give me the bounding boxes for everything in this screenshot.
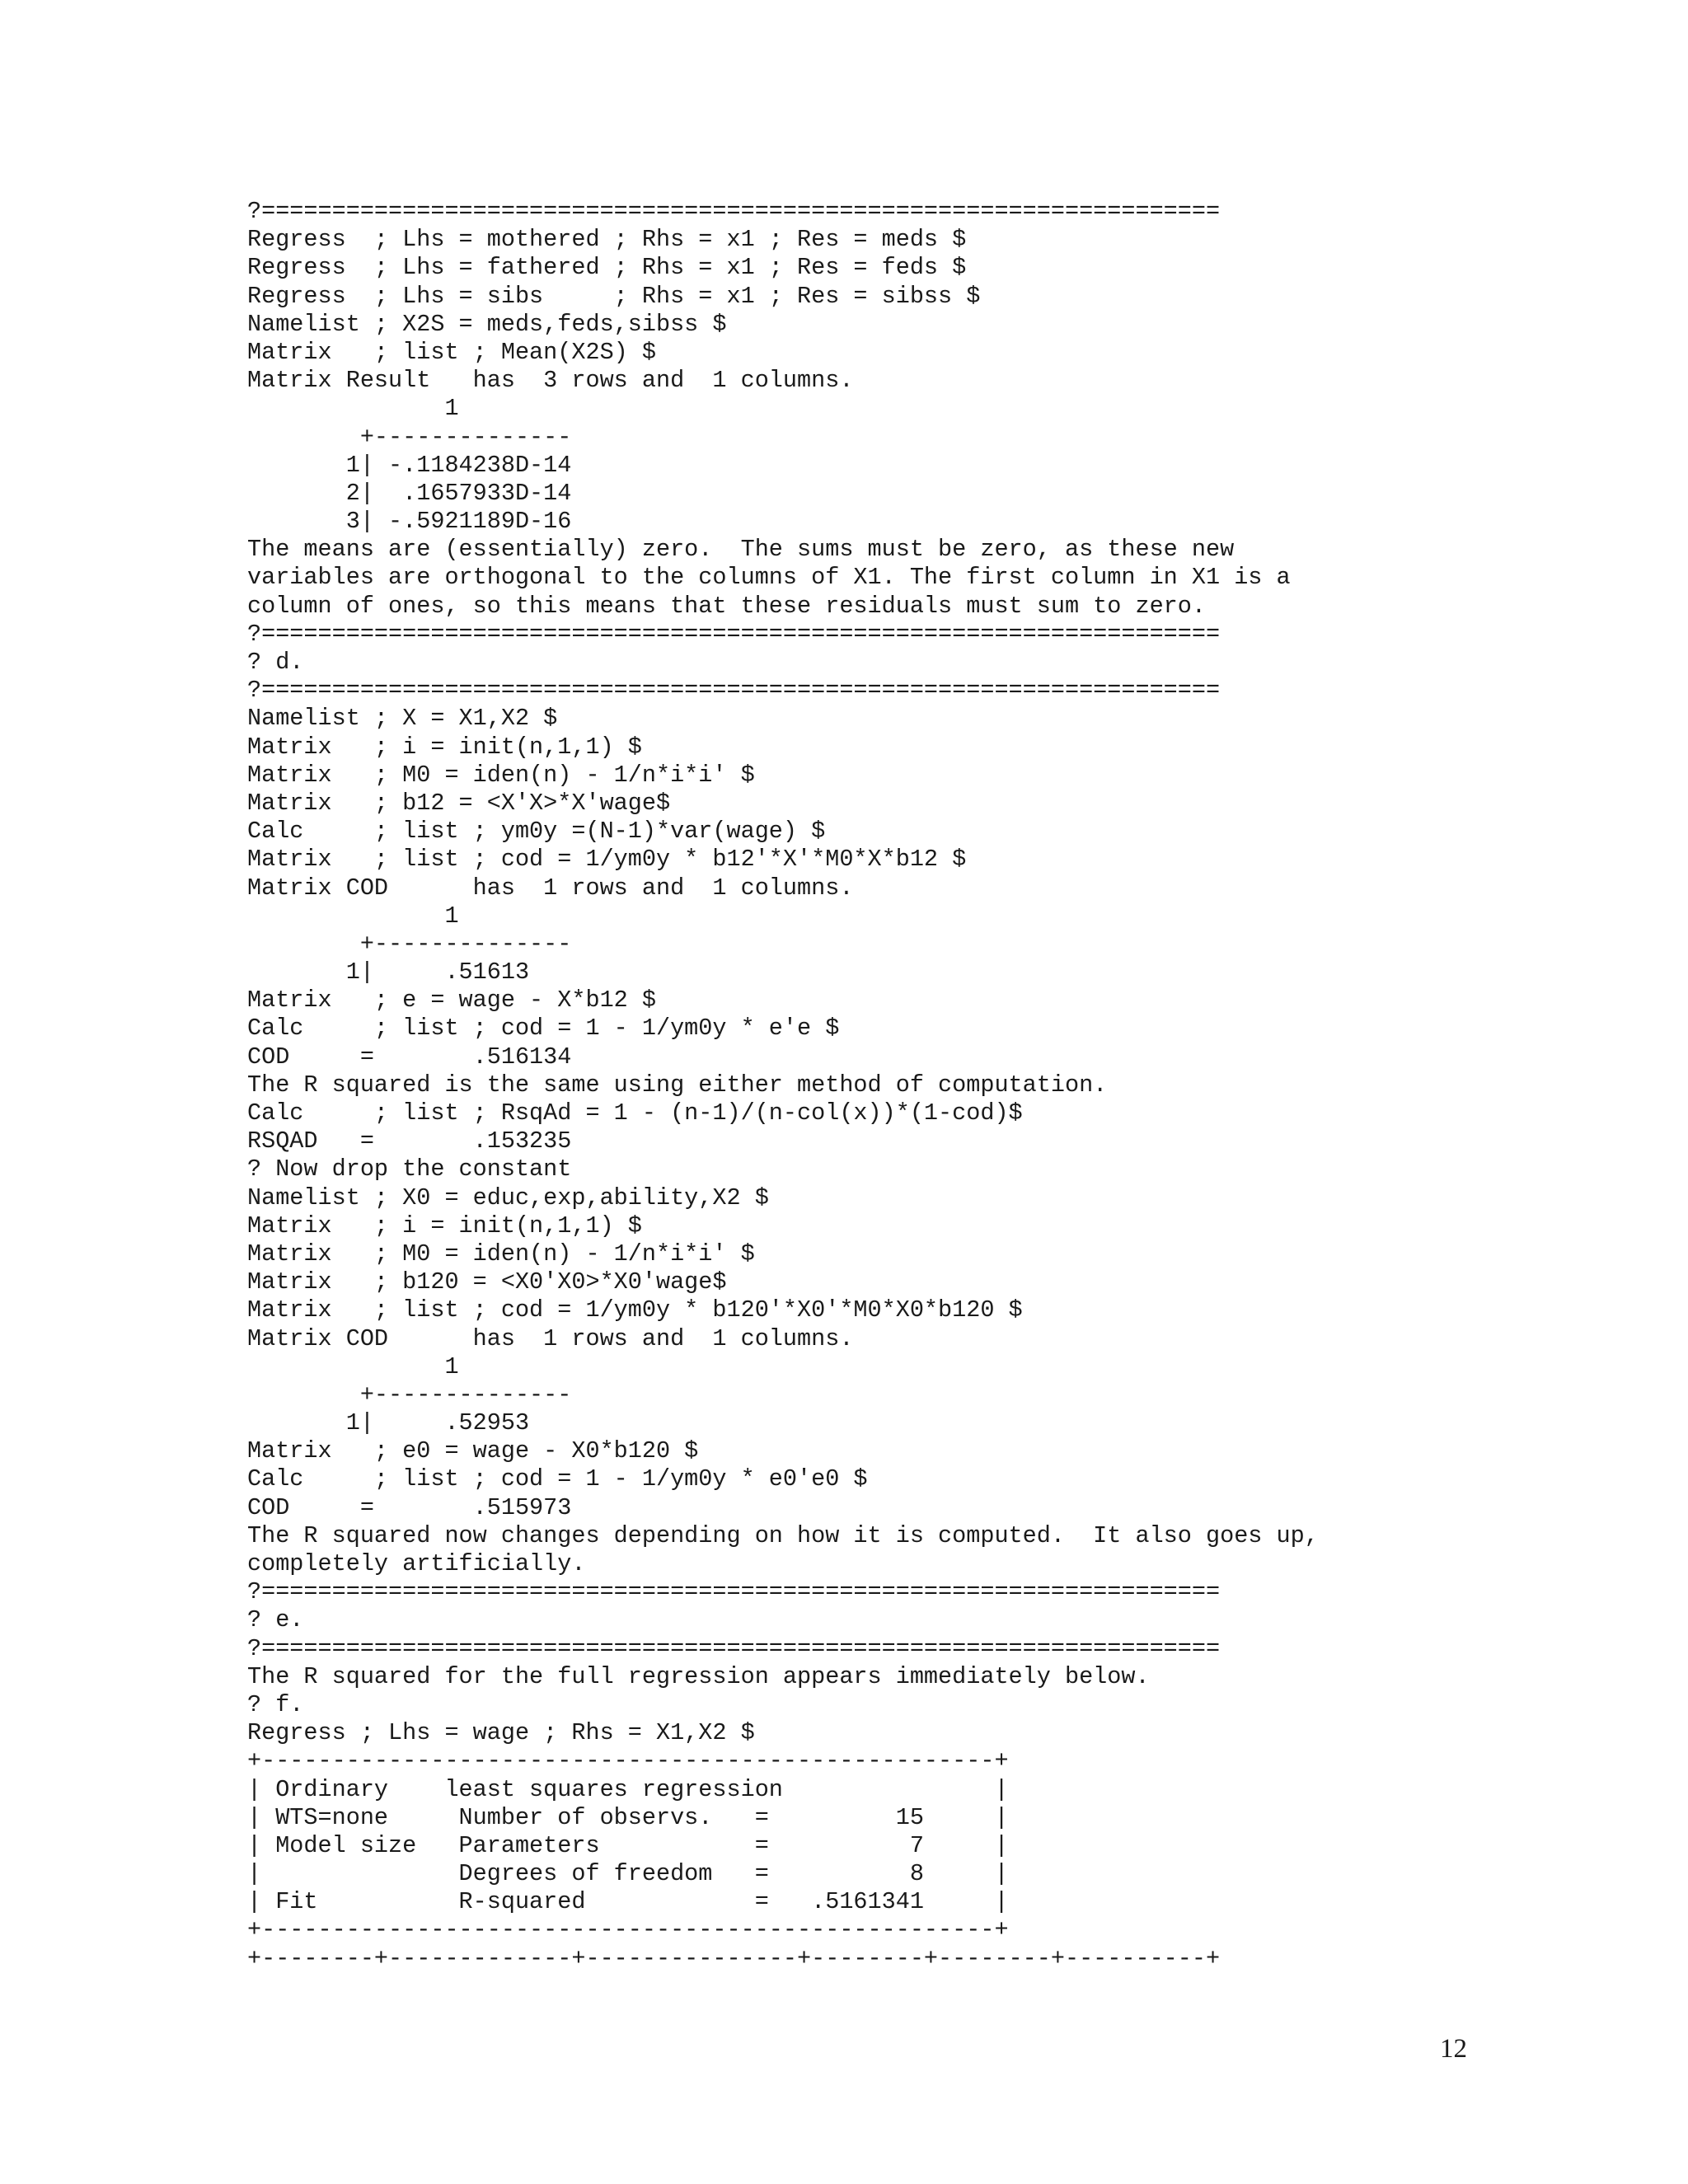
code-line: +--------+-------------+---------------+--------+--------+----------+	[247, 1944, 1221, 1972]
code-line: RSQAD = .153235	[247, 1127, 572, 1155]
code-line: Matrix COD has 1 rows and 1 columns.	[247, 1324, 854, 1352]
code-line: +----------------------------------------------------+	[247, 1916, 1009, 1944]
code-line: column of ones, so this means that these residuals must sum to zero.	[247, 592, 1206, 620]
code-line: Matrix ; e0 = wage - X0*b120 $	[247, 1437, 699, 1465]
code-listing	[247, 198, 1319, 1973]
code-line: +--------------	[247, 423, 572, 451]
code-line: ? Now drop the constant	[247, 1155, 572, 1183]
code-line: COD = .515973	[247, 1493, 572, 1521]
code-line: Matrix COD has 1 rows and 1 columns.	[247, 874, 854, 902]
code-line: Matrix Result has 3 rows and 1 columns.	[247, 367, 854, 395]
page-number: 12	[1440, 2034, 1467, 2064]
code-line: Matrix ; list ; cod = 1/ym0y * b12'*X'*M0*X*b12 $	[247, 846, 967, 874]
code-line: The R squared for the full regression appears immediately below.	[247, 1662, 1150, 1690]
code-line: The means are (essentially) zero. The sums must be zero, as these new	[247, 536, 1235, 564]
code-line: 1| -.1184238D-14	[247, 451, 572, 479]
code-line: Matrix ; list ; cod = 1/ym0y * b120'*X0'*M0*X0*b120 $	[247, 1296, 1023, 1324]
code-line: ? f.	[247, 1690, 304, 1718]
code-line: 1| .52953	[247, 1409, 530, 1437]
code-line: Matrix ; M0 = iden(n) - 1/n*i*i' $	[247, 1240, 755, 1268]
code-line: | Model size Parameters = 7 |	[247, 1831, 1009, 1859]
code-line: ?====================================================================	[247, 677, 1221, 705]
code-line: Matrix ; e = wage - X*b12 $	[247, 987, 656, 1015]
code-line: Regress ; Lhs = mothered ; Rhs = x1 ; Res = meds $	[247, 226, 967, 254]
code-line: 3| -.5921189D-16	[247, 508, 572, 536]
code-line: 1	[247, 902, 459, 930]
code-line: Namelist ; X = X1,X2 $	[247, 705, 558, 733]
code-line: | WTS=none Number of observs. = 15 |	[247, 1803, 1009, 1831]
code-line: Matrix ; i = init(n,1,1) $	[247, 1212, 642, 1240]
code-line: Calc ; list ; cod = 1 - 1/ym0y * e'e $	[247, 1015, 840, 1043]
code-line: Calc ; list ; ym0y =(N-1)*var(wage) $	[247, 818, 826, 846]
code-line: ?====================================================================	[247, 1578, 1221, 1606]
code-line: The R squared now changes depending on how it is computed. It also goes up,	[247, 1521, 1319, 1549]
code-line: Regress ; Lhs = fathered ; Rhs = x1 ; Res = feds $	[247, 254, 967, 282]
code-line: | Degrees of freedom = 8 |	[247, 1860, 1009, 1888]
code-line: +----------------------------------------------------+	[247, 1747, 1009, 1775]
code-line: ?====================================================================	[247, 1634, 1221, 1662]
code-line: Namelist ; X0 = educ,exp,ability,X2 $	[247, 1183, 769, 1212]
code-line: Regress ; Lhs = sibs ; Rhs = x1 ; Res = sibss $	[247, 282, 981, 310]
code-line: ?====================================================================	[247, 198, 1221, 225]
code-line: 1	[247, 1352, 459, 1380]
code-line: 1| .51613	[247, 958, 530, 987]
code-line: Namelist ; X2S = meds,feds,sibss $	[247, 310, 727, 338]
code-line: +--------------	[247, 930, 572, 958]
code-line: Calc ; list ; cod = 1 - 1/ym0y * e0'e0 $	[247, 1465, 868, 1493]
code-line: COD = .516134	[247, 1043, 572, 1071]
code-line: Matrix ; list ; Mean(X2S) $	[247, 338, 656, 366]
code-line: The R squared is the same using either method of computation.	[247, 1071, 1108, 1099]
code-line: | Fit R-squared = .5161341 |	[247, 1888, 1009, 1916]
code-line: 2| .1657933D-14	[247, 479, 572, 507]
code-line: Matrix ; i = init(n,1,1) $	[247, 733, 642, 761]
code-line: Calc ; list ; RsqAd = 1 - (n-1)/(n-col(x))*(1-cod)$	[247, 1099, 1023, 1127]
code-line: Matrix ; M0 = iden(n) - 1/n*i*i' $	[247, 761, 755, 789]
code-line: | Ordinary least squares regression |	[247, 1775, 1009, 1803]
code-line: Matrix ; b120 = <X0'X0>*X0'wage$	[247, 1268, 727, 1296]
code-line: Regress ; Lhs = wage ; Rhs = X1,X2 $	[247, 1719, 755, 1747]
code-line: 1	[247, 395, 459, 423]
code-line: ? e.	[247, 1606, 304, 1634]
code-line: ?====================================================================	[247, 620, 1221, 648]
code-line: variables are orthogonal to the columns of X1. The first column in X1 is a	[247, 564, 1291, 592]
code-line: +--------------	[247, 1380, 572, 1408]
code-line: completely artificially.	[247, 1550, 586, 1577]
code-line: ? d.	[247, 649, 304, 676]
code-line: Matrix ; b12 = <X'X>*X'wage$	[247, 789, 671, 817]
